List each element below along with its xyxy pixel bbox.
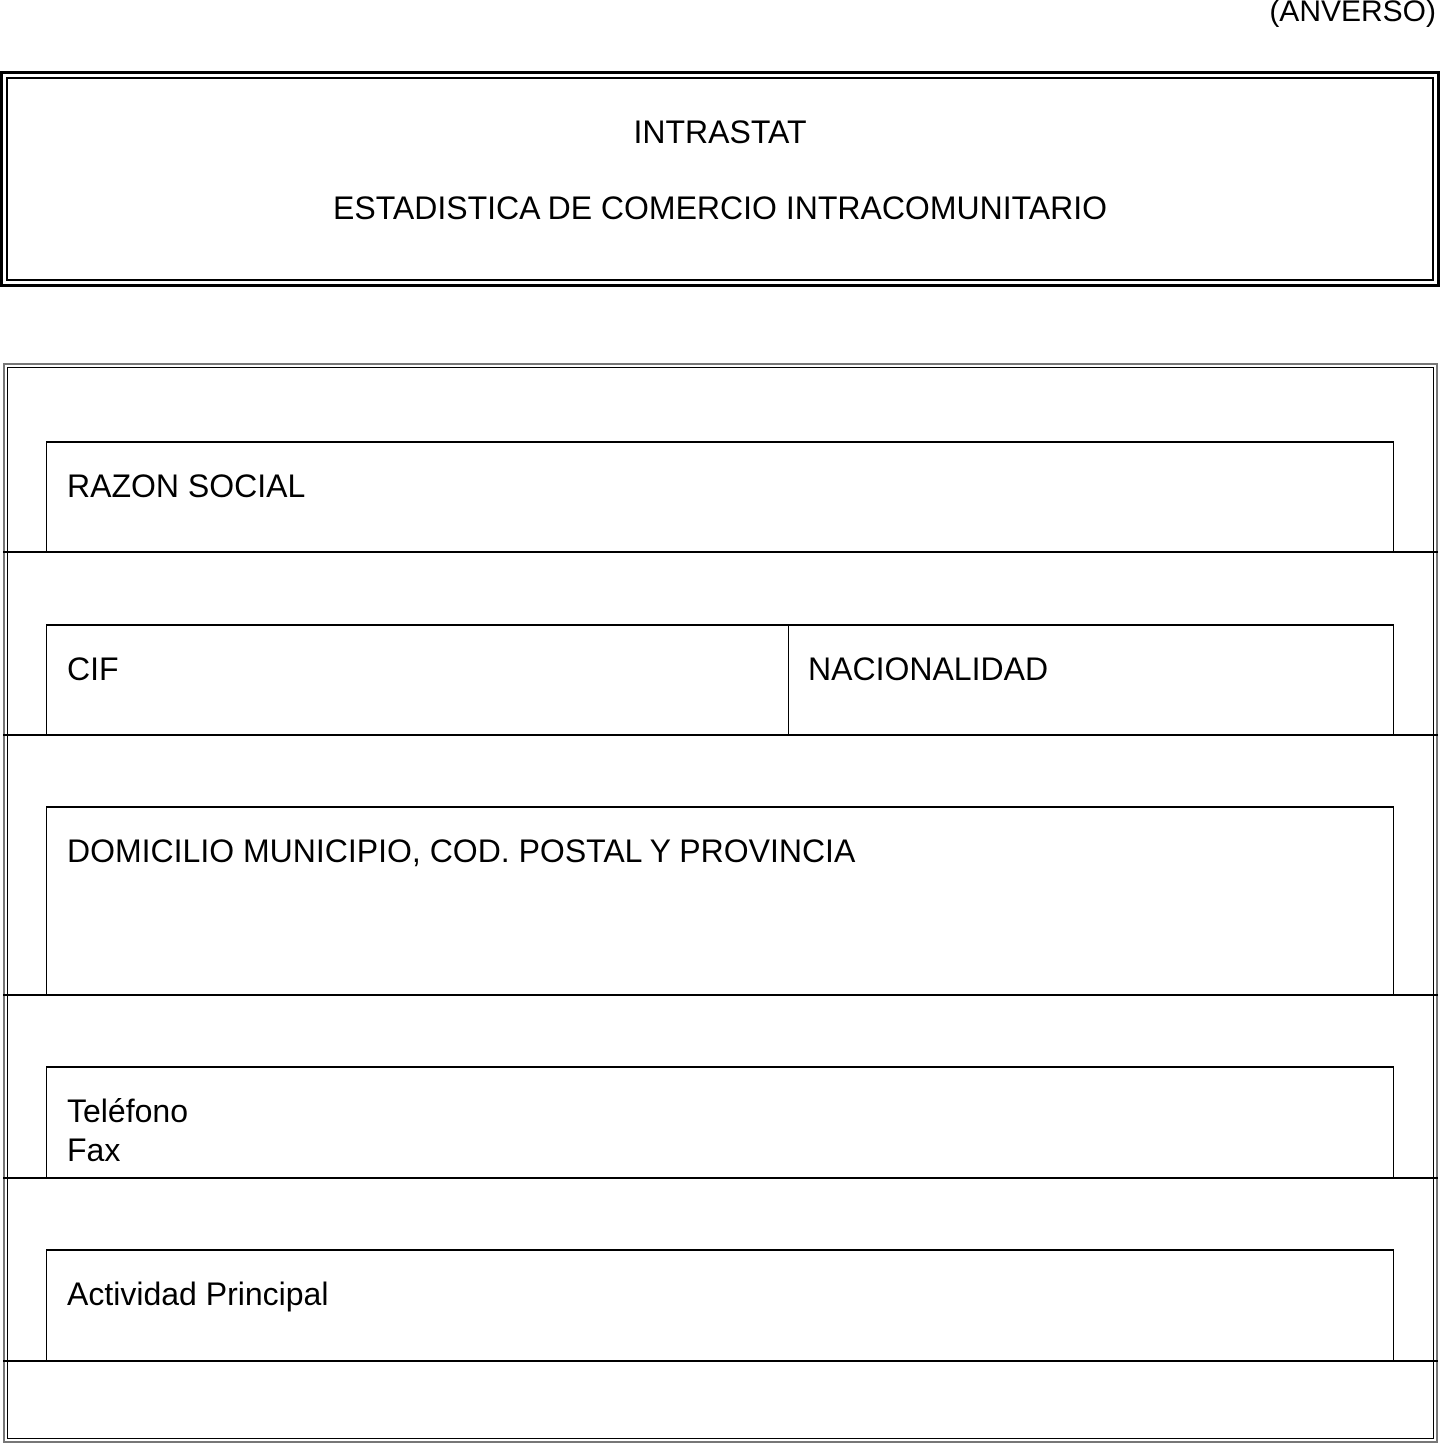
header-box <box>0 71 1440 287</box>
cif-nacionalidad-row <box>46 624 1394 735</box>
telefono-fax-field[interactable] <box>46 1066 1394 1178</box>
telefono-label: Teléfono <box>67 1093 188 1129</box>
fax-label: Fax <box>67 1132 121 1168</box>
razon-social-label: RAZON SOCIAL <box>67 468 306 504</box>
domicilio-label: DOMICILIO MUNICIPIO, COD. POSTAL Y PROVINCIA <box>67 833 856 869</box>
razon-social-field[interactable] <box>46 441 1394 552</box>
header-subtitle: ESTADISTICA DE COMERCIO INTRACOMUNITARIO <box>333 190 1107 226</box>
header-title: INTRASTAT <box>633 114 807 150</box>
cif-nacionalidad-divider <box>788 626 789 735</box>
header-inner-border <box>6 77 1434 281</box>
actividad-principal-field[interactable] <box>46 1249 1394 1361</box>
actividad-principal-label: Actividad Principal <box>67 1276 329 1312</box>
side-label: (ANVERSO) <box>1269 0 1436 28</box>
nacionalidad-label: NACIONALIDAD <box>808 651 1049 687</box>
cif-label: CIF <box>67 651 119 687</box>
domicilio-field[interactable] <box>46 806 1394 995</box>
